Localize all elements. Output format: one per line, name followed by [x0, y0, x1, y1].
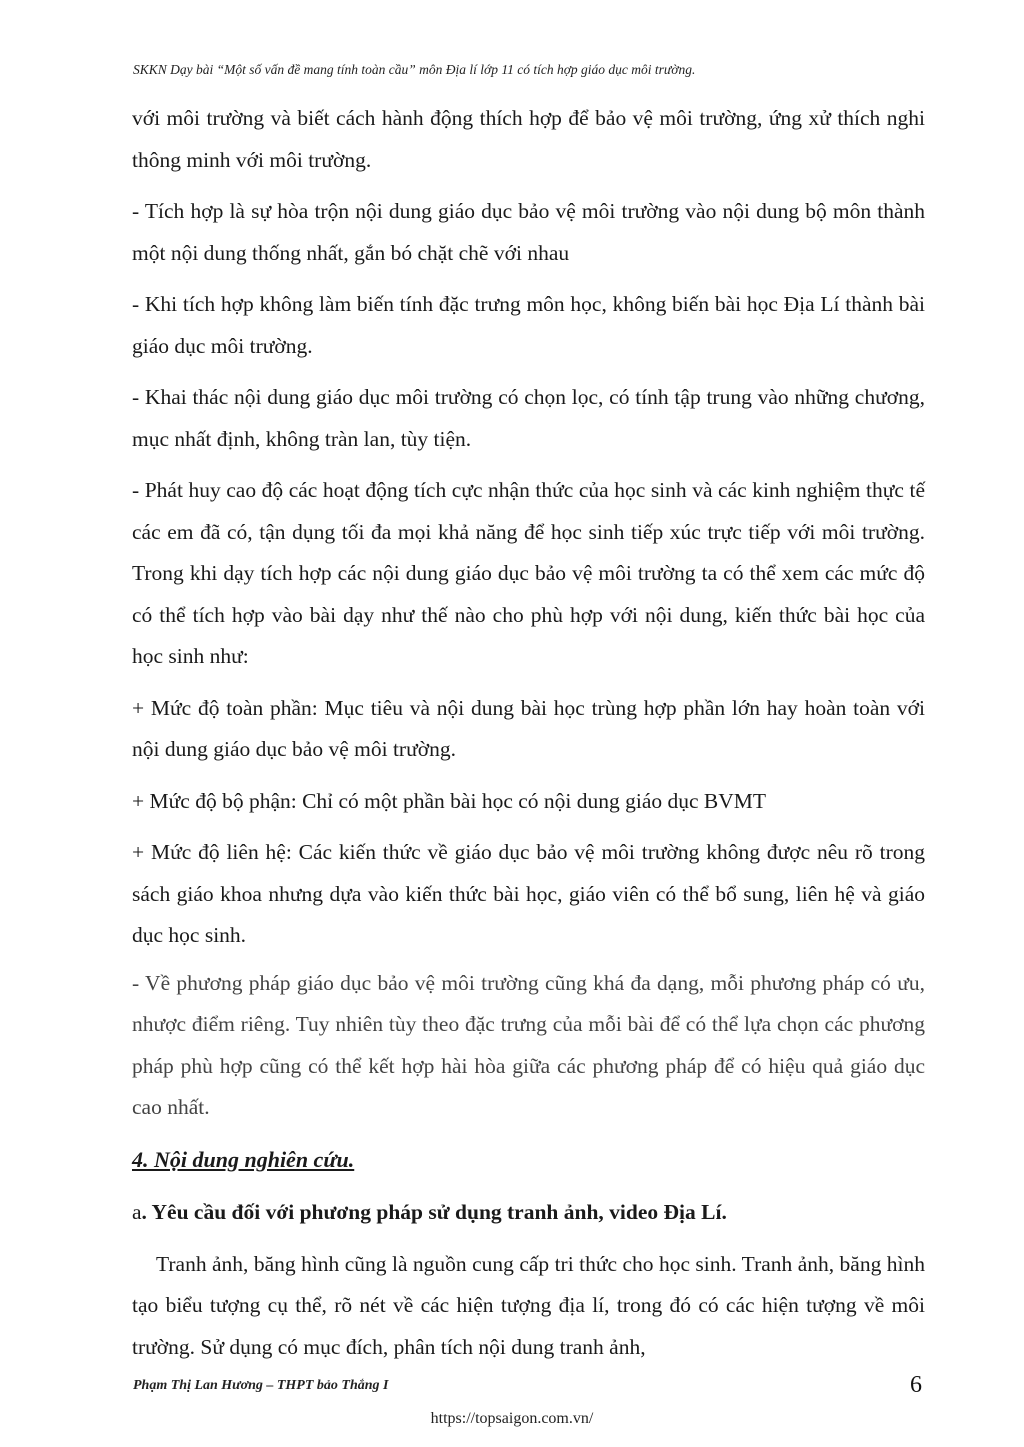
subsection-lead: a — [132, 1200, 142, 1224]
paragraph-integration-definition: - Tích hợp là sự hòa trộn nội dung giáo dục bảo vệ môi trường vào nội dung bộ môn thành một nội dung thống nhất, gắn bó chặt chẽ với nhau — [132, 199, 925, 265]
subsection-title: . Yêu cầu đối với phương pháp sử dụng tranh ảnh, video Địa Lí. — [141, 1200, 727, 1224]
paragraph-selective-content: - Khai thác nội dung giáo dục môi trường có chọn lọc, có tính tập trung vào những chương, mục nhất định, không tràn lan, tùy tiện. — [132, 385, 925, 451]
paragraph-images-video: Tranh ảnh, băng hình cũng là nguồn cung cấp tri thức cho học sinh. Tranh ảnh, băng hình tạo biểu tượng cụ thể, rõ nét về các hiện tượng địa lí, trong đó có các hiện tượng về môi trường. Sử dụng có mục đích, phân tích nội dung tranh ảnh, — [132, 1251, 925, 1359]
page-number: 6 — [910, 1372, 922, 1398]
paragraph-env-behavior: với môi trường và biết cách hành động thích hợp để bảo vệ môi trường, ứng xử thích nghi thông minh với môi trường. — [132, 106, 925, 172]
section-title: 4. Nội dung nghiên cứu. — [132, 1146, 355, 1172]
running-header: SKKN Dạy bài “Một số vấn đề mang tính toàn cầu” môn Địa lí lớp 11 có tích hợp giáo dục môi trường. — [133, 62, 696, 77]
footer-url[interactable]: https://topsaigon.com.vn/ — [430, 1410, 594, 1427]
paragraph-level-link: + Mức độ liên hệ: Các kiến thức về giáo dục bảo vệ môi trường không được nêu rõ trong sách giáo khoa nhưng dựa vào kiến thức bài học, giáo viên có thể bổ sung, liên hệ và giáo dục học sinh. — [132, 840, 925, 947]
paragraph-integration-principle: - Khi tích hợp không làm biến tính đặc trưng môn học, không biến bài học Địa Lí thành bài giáo dục môi trường. — [132, 292, 925, 358]
paragraph-level-partial: + Mức độ bộ phận: Chỉ có một phần bài học có nội dung giáo dục BVMT — [132, 788, 767, 813]
paragraph-methods: - Về phương pháp giáo dục bảo vệ môi trường cũng khá đa dạng, mỗi phương pháp có ưu, nhược điểm riêng. Tuy nhiên tùy theo đặc trưng của mỗi bài để có thể lựa chọn các phương pháp phù hợp cũng có thể kết hợp hài hòa giữa các phương pháp để có hiệu quả giáo dục cao nhất. — [132, 970, 925, 1119]
paragraph-level-full: + Mức độ toàn phần: Mục tiêu và nội dung bài học trùng hợp phần lớn hay hoàn toàn với nội dung giáo dục bảo vệ môi trường. — [132, 695, 925, 761]
footer-author: Phạm Thị Lan Hương – THPT bảo Thắng I — [133, 1378, 389, 1393]
subsection-heading — [132, 1192, 925, 1234]
document-body — [132, 98, 925, 1378]
paragraph-active-learning: - Phát huy cao độ các hoạt động tích cực nhận thức của học sinh và các kinh nghiệm thực tế các em đã có, tận dụng tối đa mọi khả năng để học sinh tiếp xúc trực tiếp với môi trường. Trong khi dạy tích hợp các nội dung giáo dục bảo vệ môi trường ta có thể xem các mức độ có thể tích hợp vào bài dạy như thế nào cho phù hợp với nội dung, kiến thức bài học của học sinh như: — [132, 478, 925, 668]
